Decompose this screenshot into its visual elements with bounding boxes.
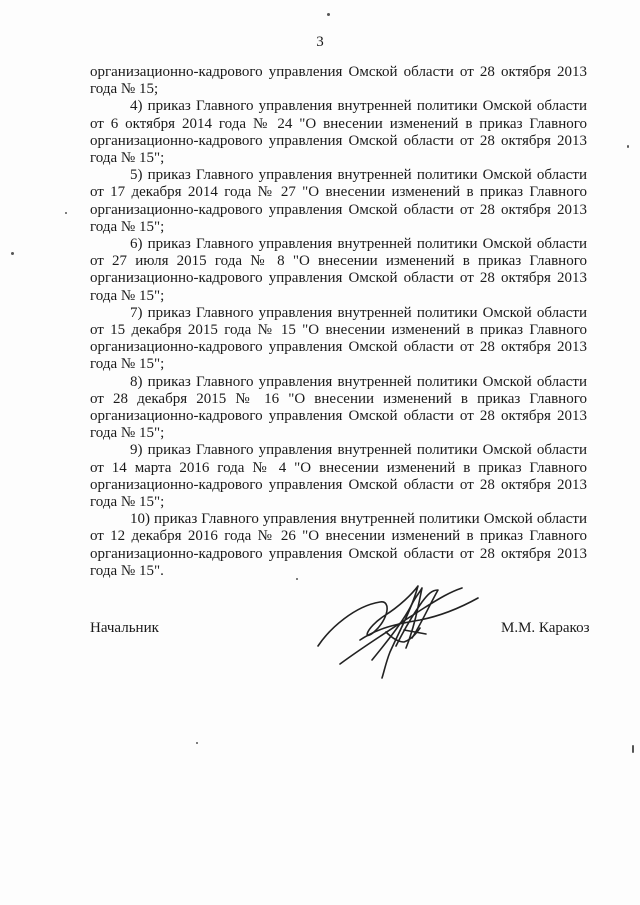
page-number: 3 (316, 34, 324, 50)
paragraph-continuation: организационно-кадрового управления Омской области от 28 октября 2013 года № 15; (90, 64, 587, 98)
paragraph-item-4: 4) приказ Главного управления внутренней политики Омской области от 6 октября 2014 года № 24 "О внесении изменений в приказ Главного организационно-кадрового управления Омской области от 28 октября 2013 года № 15"; (90, 98, 587, 167)
paragraph-item-8: 8) приказ Главного управления внутренней политики Омской области от 28 декабря 2015 № 16 "О внесении изменений в приказ Главного организационно-кадрового управления Омской области от 28 октября 2013 года № 15"; (90, 373, 587, 442)
paragraph-item-9: 9) приказ Главного управления внутренней политики Омской области от 14 марта 2016 года № 4 "О внесении изменений в приказ Главного организационно-кадрового управления Омской области от 28 октября 2013 года № 15"; (90, 442, 587, 511)
scan-speck (196, 742, 198, 744)
paragraph-item-7: 7) приказ Главного управления внутренней политики Омской области от 15 декабря 2015 года № 15 "О внесении изменений в приказ Главного организационно-кадрового управления Омской области от 28 октября 2013 года № 15"; (90, 304, 587, 373)
scan-speck (327, 13, 330, 16)
scan-speck (632, 745, 634, 753)
scan-speck (65, 212, 67, 214)
paragraph-item-5: 5) приказ Главного управления внутренней политики Омской области от 17 декабря 2014 года № 27 "О внесении изменений в приказ Главного организационно-кадрового управления Омской области от 28 октября 2013 года № 15"; (90, 167, 587, 235)
signatory-title: Начальник (90, 620, 159, 636)
handwritten-signature (300, 568, 490, 688)
scan-speck (11, 252, 14, 255)
paragraph-item-10: 10) приказ Главного управления внутренней политики Омской области от 12 декабря 2016 года № 26 "О внесении изменений в приказ Главного организационно-кадрового управления Омской области от 28 октября 2013 года № 15". (90, 511, 587, 579)
document-body (90, 64, 587, 580)
scan-speck (296, 578, 298, 580)
signatory-name: М.М. Каракоз (501, 620, 590, 636)
scan-speck (627, 145, 629, 148)
paragraph-item-6: 6) приказ Главного управления внутренней политики Омской области от 27 июля 2015 года № 8 "О внесении изменений в приказ Главного организационно-кадрового управления Омской области от 28 октября 2013 года № 15"; (90, 236, 587, 304)
